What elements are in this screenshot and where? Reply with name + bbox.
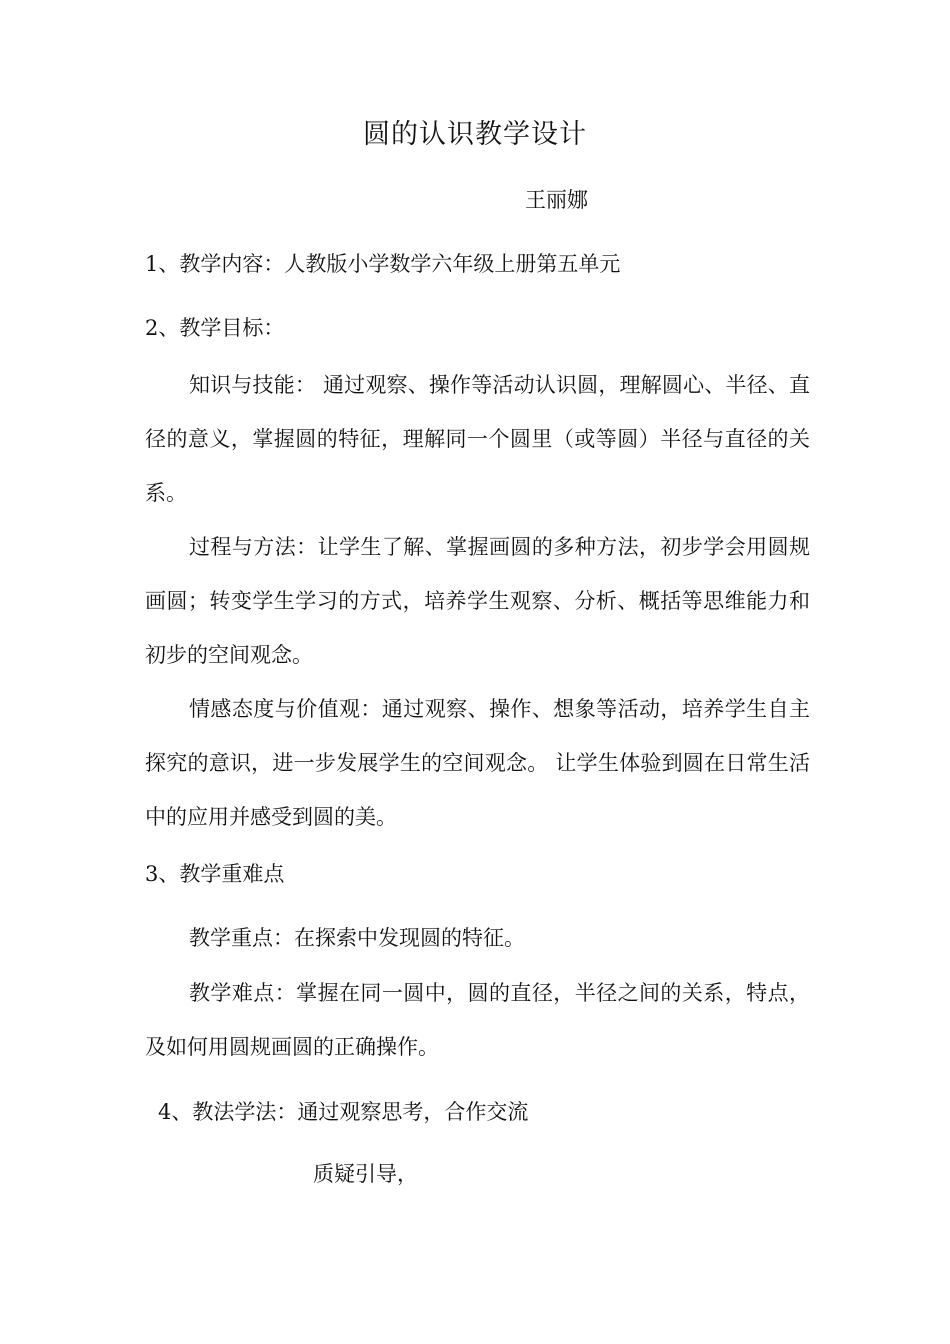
section-key-difficult-points: 3、教学重难点 xyxy=(145,862,285,886)
teaching-methods-continued: 质疑引导， xyxy=(313,1162,418,1186)
document-title: 圆的认识教学设计 xyxy=(363,119,587,150)
goal-knowledge-paragraph: 知识与技能： 通过观察、操作等活动认识圆，理解圆心、半径、直径的意义，掌握圆的特征，理解同一个圆里（或等圆）半径与直径的关系。 xyxy=(145,373,810,505)
author-name: 王丽娜 xyxy=(525,188,588,212)
goal-process-paragraph: 过程与方法：让学生了解、掌握画圆的多种方法，初步学会用圆规画圆；转变学生学习的方式，培养学生观察、分析、概括等思维能力和初步的空间观念。 xyxy=(145,535,810,667)
section-teaching-methods: 4、教法学法：通过观察思考，合作交流 xyxy=(158,1100,529,1124)
section-teaching-content: 1、教学内容：人教版小学数学六年级上册第五单元 xyxy=(145,252,621,276)
key-point-text: 教学重点：在探索中发现圆的特征。 xyxy=(189,926,525,950)
section-teaching-goals: 2、教学目标： xyxy=(145,316,285,340)
difficult-point-paragraph: 教学难点：掌握在同一圆中，圆的直径，半径之间的关系，特点，及如何用圆规画圆的正确操作。 xyxy=(145,981,810,1059)
goal-emotion-paragraph: 情感态度与价值观：通过观察、操作、想象等活动，培养学生自主探究的意识，进一步发展学生的空间观念。 让学生体验到圆在日常生活中的应用并感受到圆的美。 xyxy=(145,697,810,829)
